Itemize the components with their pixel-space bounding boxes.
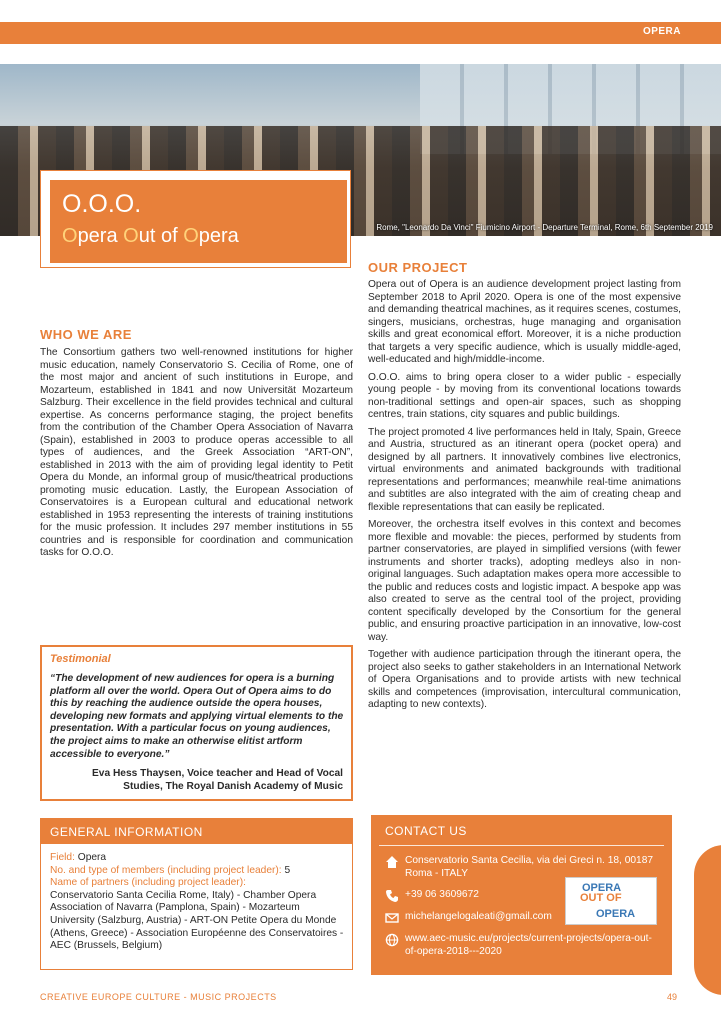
project-paragraph: Together with audience participation through the itinerant opera, the project also seeks to gather stakeholders in an International Network of Opera Organisations and to provide artists with new technical skills and competences (improvisation, intercultural communication, adapting to new contexts). <box>368 649 681 710</box>
title-acronym: O.O.O. <box>62 190 142 218</box>
testimonial-author: Eva Hess Thaysen, Voice teacher and Head of Vocal Studies, The Royal Danish Academy of Music <box>91 768 343 792</box>
contact-phone[interactable]: +39 06 3609672 <box>405 889 479 900</box>
general-info-heading: GENERAL INFORMATION <box>50 825 203 839</box>
phone-icon <box>385 889 399 903</box>
who-we-are-text: The Consortium gathers two well-renowned institutions for higher music education, namely Conservatorio S. Cecilia of Rome, one of the most major and ancient of such institutions in Europe, and Mozarteum, established in 1841 and now Universität Mozarteum Salzburg. Their excellence in the field provides technical and cultural expertise. As concerns performance staging, the project benefits from the contribution of the Chamber Opera Association of Navarra (Spain), established in 2003 to produce operas accessible to all types of audiences, and the Greek Association “ART-ON”, established in 2013 with the aim of providing legal identity to Petit Opera du Monde, an informal group of music/theatrical productions promoting music education. Lastly, the European Association of Conservatoires is a European cultural and educational network established in 1953 representing the interests of training institutions for the music profession. It includes 297 member institutions in 55 countries and is responsible for coordination and communication tasks for O.O.O. <box>40 347 353 558</box>
our-project-text <box>368 279 681 717</box>
contact-email[interactable]: michelangelogaleati@gmail.com <box>405 911 552 922</box>
members-label: No. and type of members (including project leader): <box>50 864 282 876</box>
section-label: OPERA <box>642 26 681 37</box>
footer-text: CREATIVE EUROPE CULTURE - MUSIC PROJECTS <box>40 992 277 1002</box>
partners-label: Name of partners (including project leader): <box>50 877 246 889</box>
project-paragraph: Moreover, the orchestra itself evolves in this context and becomes more flexible and movable: the pieces, performed by students from partner conservatories, are played in simplified versions (with fewer instruments and shorter tracks), adopting medleys also in non-original languages. Such adaptation makes opera more accessible to the public and reduces costs and logistic impact. A bespoke app was also created to serve as the central tool of the project, providing content specifically developed by the Consortium for the general public, and ensuring proactive participation in an innovative, low-cost way. <box>368 519 681 643</box>
who-we-are-heading: WHO WE ARE <box>40 327 132 342</box>
project-paragraph: Opera out of Opera is an audience development project lasting from September 2018 to April 2020. Opera is one of the most expensive and demanding theatrical machines, as it requires scenes, costumes, singers, musicians, orchestras, huge managing and organisation skills and great economical effort. Moreover, it is a niche production that targets a very specific audience, which is usually middle-aged, well-educated and high/middle-income. <box>368 279 681 365</box>
logo-line-1: OPERA <box>582 882 622 894</box>
testimonial-quote: “The development of new audiences for opera is a burning platform all over the world. Opera Out of Opera aims to do this by reaching the audience outside the opera houses, developing new formats and applying virtual elements to the presentation. With a particular focus on young audiences, the project aims to make an otherwise elitist artform accessible to everyone.” <box>50 673 344 760</box>
contact-divider <box>379 845 664 846</box>
members-value: 5 <box>284 864 291 876</box>
partners-value: Conservatorio Santa Cecilia Rome, Italy) - Chamber Opera Association of Navarra (Pamplona, Spain) - Mozarteum University (Salzburg, Austria) - ART-ON Petite Opera du Monde (Athens, Greece) - Association Européenne des Conservatoires - AEC (Brussels, Belgium) <box>50 889 344 952</box>
project-logo <box>565 877 657 925</box>
home-icon <box>385 855 399 869</box>
logo-line-2: OUT OF <box>580 892 622 904</box>
globe-icon <box>385 933 399 947</box>
logo-line-3: OPERA <box>596 908 636 920</box>
title-full: Opera Out of Opera <box>62 225 239 247</box>
testimonial-box <box>40 645 353 801</box>
top-bar <box>0 22 721 44</box>
contact-web[interactable]: www.aec-music.eu/projects/current-projects/opera-out-of-opera-2018---2020 <box>405 933 652 957</box>
page-number: 49 <box>667 992 678 1002</box>
project-paragraph: The project promoted 4 live performances held in Italy, Spain, Greece and Austria, structured as an itinerant opera (pocket opera) and designed by all partners. It innovatively combines live electronics, virtual environments and animated backgrounds with traditional representations and performances; meanwhile real-time animations and subtitles are also integrated with the aim of creating cheap and flexible representations that can easily be replicated. <box>368 426 681 513</box>
field-label: Field: <box>50 852 75 863</box>
contact-heading: CONTACT US <box>385 824 467 838</box>
general-info-header <box>40 818 353 844</box>
our-project-heading: OUR PROJECT <box>368 260 468 275</box>
project-paragraph: O.O.O. aims to bring opera closer to a wider public - especially young people - by moving from its conventional locations towards non-traditional settings and open-air spaces, such as shopping centres, train stations, city squares and public buildings. <box>368 371 681 420</box>
mail-icon <box>385 911 399 925</box>
testimonial-heading: Testimonial <box>50 653 111 665</box>
contact-address: Conservatorio Santa Cecilia, via dei Greci n. 18, 00187 Roma - ITALY <box>405 855 654 879</box>
field-value: Opera <box>77 852 107 863</box>
general-info-body <box>50 852 346 953</box>
photo-caption: Rome, "Leonardo Da Vinci" Fiumicino Airport - Departure Terminal, Rome, 6th September 2019 <box>376 223 713 232</box>
decorative-side-tab <box>694 845 721 995</box>
title-block <box>50 180 347 263</box>
